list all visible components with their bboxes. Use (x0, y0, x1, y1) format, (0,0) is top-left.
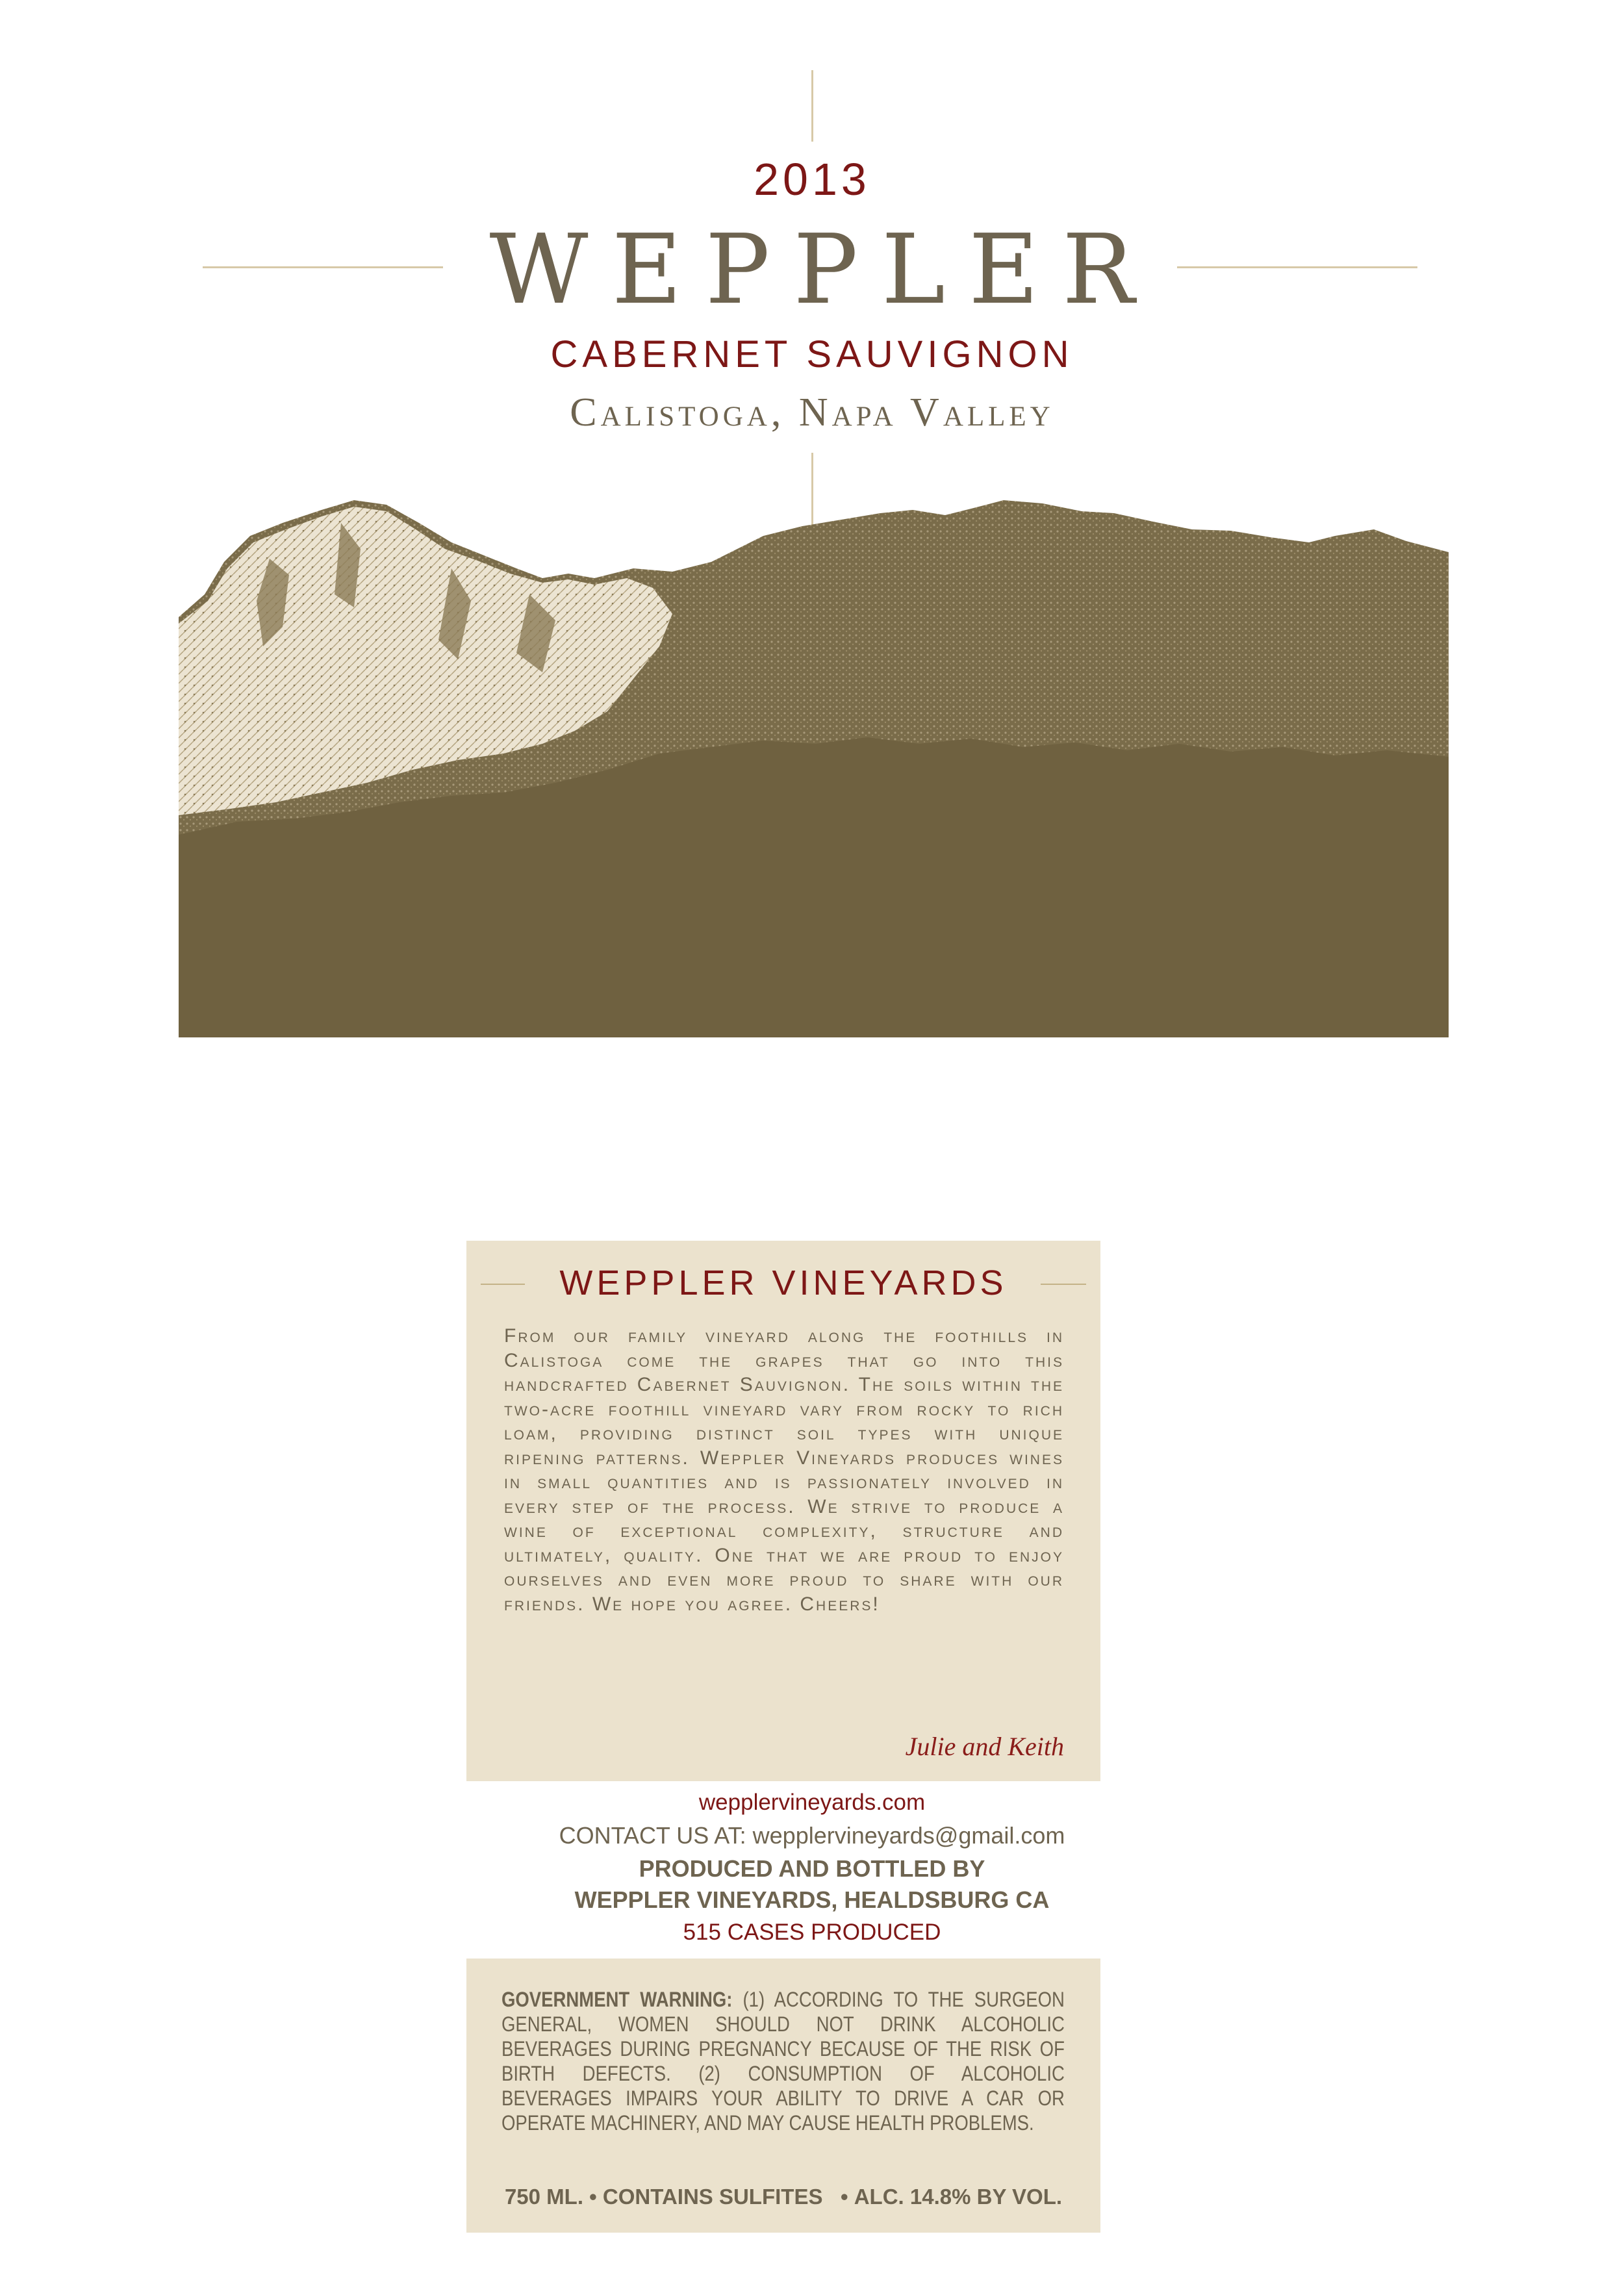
vintage-year: 2013 (754, 154, 870, 205)
story-panel (466, 1241, 1100, 1781)
contact-line: CONTACT US AT: wepplervineyards@gmail.com (559, 1822, 1065, 1849)
mountain-landscape-illustration (179, 497, 1449, 1037)
title-right-rule (1041, 1284, 1086, 1285)
warning-heading: GOVERNMENT WARNING: (501, 1988, 733, 2011)
appellation: Calistoga, Napa Valley (570, 390, 1054, 435)
sulfites: CONTAINS SULFITES (602, 2185, 823, 2209)
separator: • (840, 2185, 848, 2209)
signature: Julie and Keith (905, 1732, 1064, 1761)
top-vertical-rule (811, 70, 813, 142)
separator: • (589, 2185, 597, 2209)
cases-produced: 515 CASES PRODUCED (683, 1920, 941, 1945)
bottle-details (466, 2185, 1100, 2209)
website-link[interactable]: wepplervineyards.com (698, 1790, 926, 1815)
alcohol: ALC. 14.8% BY VOL. (854, 2185, 1063, 2209)
producer-line-2: WEPPLER VINEYARDS, HEALDSBURG CA (574, 1886, 1050, 1913)
warning-body: (1) ACCORDING TO THE SURGEON GENERAL, WOMEN SHOULD NOT DRINK ALCOHOLIC BEVERAGES DURING PREGNANCY BECAUSE OF THE RISK OF BIRTH DEFECTS. (2) CONSUMPTION OF ALCOHOLIC BEVERAGES IMPAIRS YOUR ABILITY TO DRIVE A CAR OR OPERATE MACHINERY, AND MAY CAUSE HEALTH PROBLEMS. (501, 1988, 1065, 2135)
varietal: CABERNET SAUVIGNON (550, 333, 1074, 375)
government-warning (501, 1987, 1065, 2135)
story-title: WEPPLER VINEYARDS (559, 1263, 1008, 1302)
warning-panel (466, 1959, 1100, 2233)
producer-line-1: PRODUCED AND BOTTLED BY (639, 1855, 985, 1882)
brand-name: WEPPLER (489, 214, 1158, 325)
brand-right-rule (1177, 266, 1417, 268)
story-text: From our family vineyard along the foothills in Calistoga come the grapes that go into this handcrafted Cabernet Sauvignon. The soils within the two-acre foothill vineyard vary from rocky to rich loam, providing distinct soil types with unique ripening patterns. Weppler Vineyards produces wines in small quantities and is passionately involved in every step of the process. We strive to produce a wine of exceptional complexity, structure and ultimately, quality. One that we are proud to enjoy ourselves and even more proud to share with our friends. We hope you agree. Cheers! (504, 1325, 1064, 1615)
volume: 750 ML. (504, 2185, 583, 2209)
